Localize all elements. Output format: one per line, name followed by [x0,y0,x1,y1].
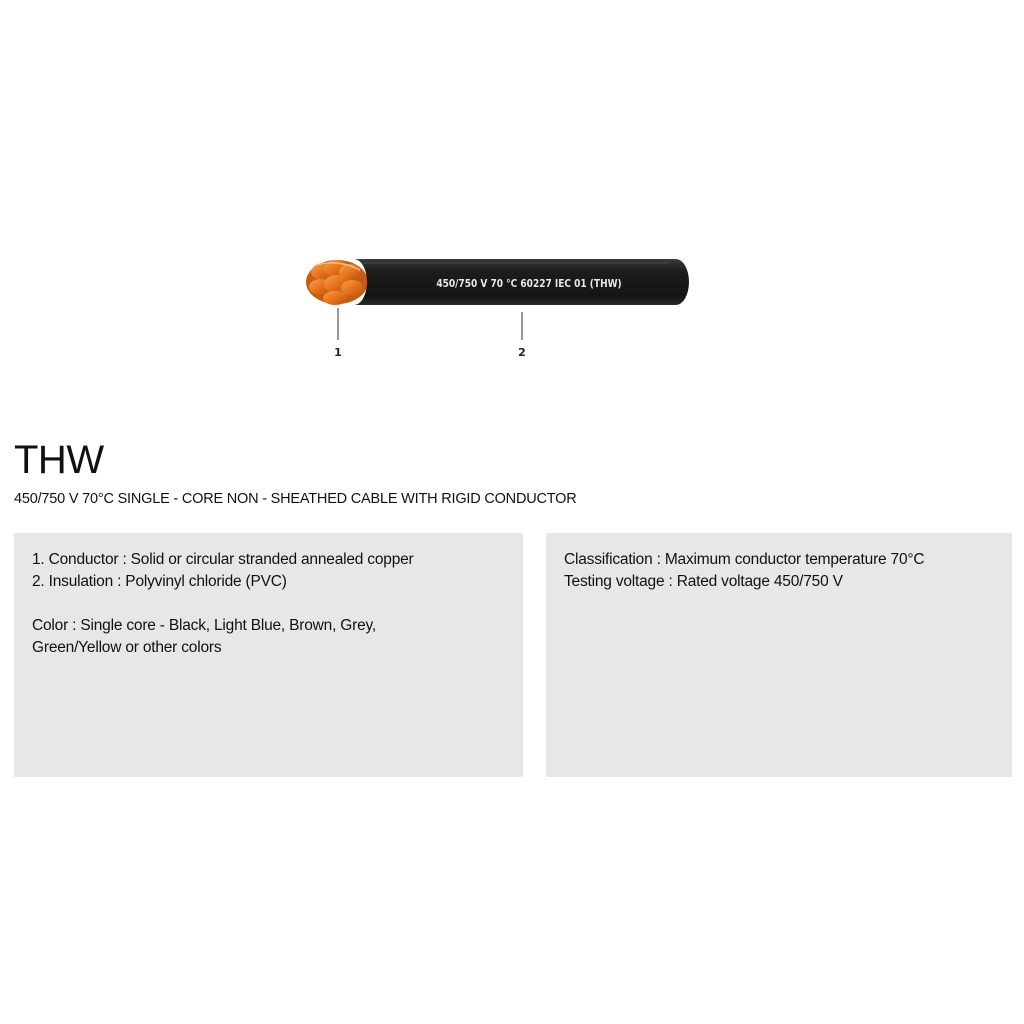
product-subtitle: 450/750 V 70°C SINGLE - CORE NON - SHEATHED CABLE WITH RIGID CONDUCTOR [14,491,577,507]
spec-conductor: 1. Conductor : Solid or circular stranded annealed copper [32,551,414,568]
cable-illustration [0,0,1024,400]
spec-color-line-2: Green/Yellow or other colors [32,639,222,656]
spec-testing-voltage: Testing voltage : Rated voltage 450/750 V [564,573,843,590]
spec-color-line-1: Color : Single core - Black, Light Blue, Brown, Grey, [32,617,377,634]
copper-conductor [306,260,368,305]
cable-figure [0,0,1024,400]
spec-spacer [32,593,505,615]
construction-specs-panel [14,533,523,777]
callout-label-2: 2 [518,346,526,359]
spec-insulation: 2. Insulation : Polyvinyl chloride (PVC) [32,573,287,590]
pvc-insulation [354,259,689,305]
product-title: THW [14,438,104,482]
callout-label-1: 1 [334,346,342,359]
rating-specs-panel [546,533,1012,777]
spec-classification: Classification : Maximum conductor temperature 70°C [564,551,925,568]
cable-marking-text: 450/750 V 70 °C 60227 IEC 01 (THW) [436,278,622,291]
